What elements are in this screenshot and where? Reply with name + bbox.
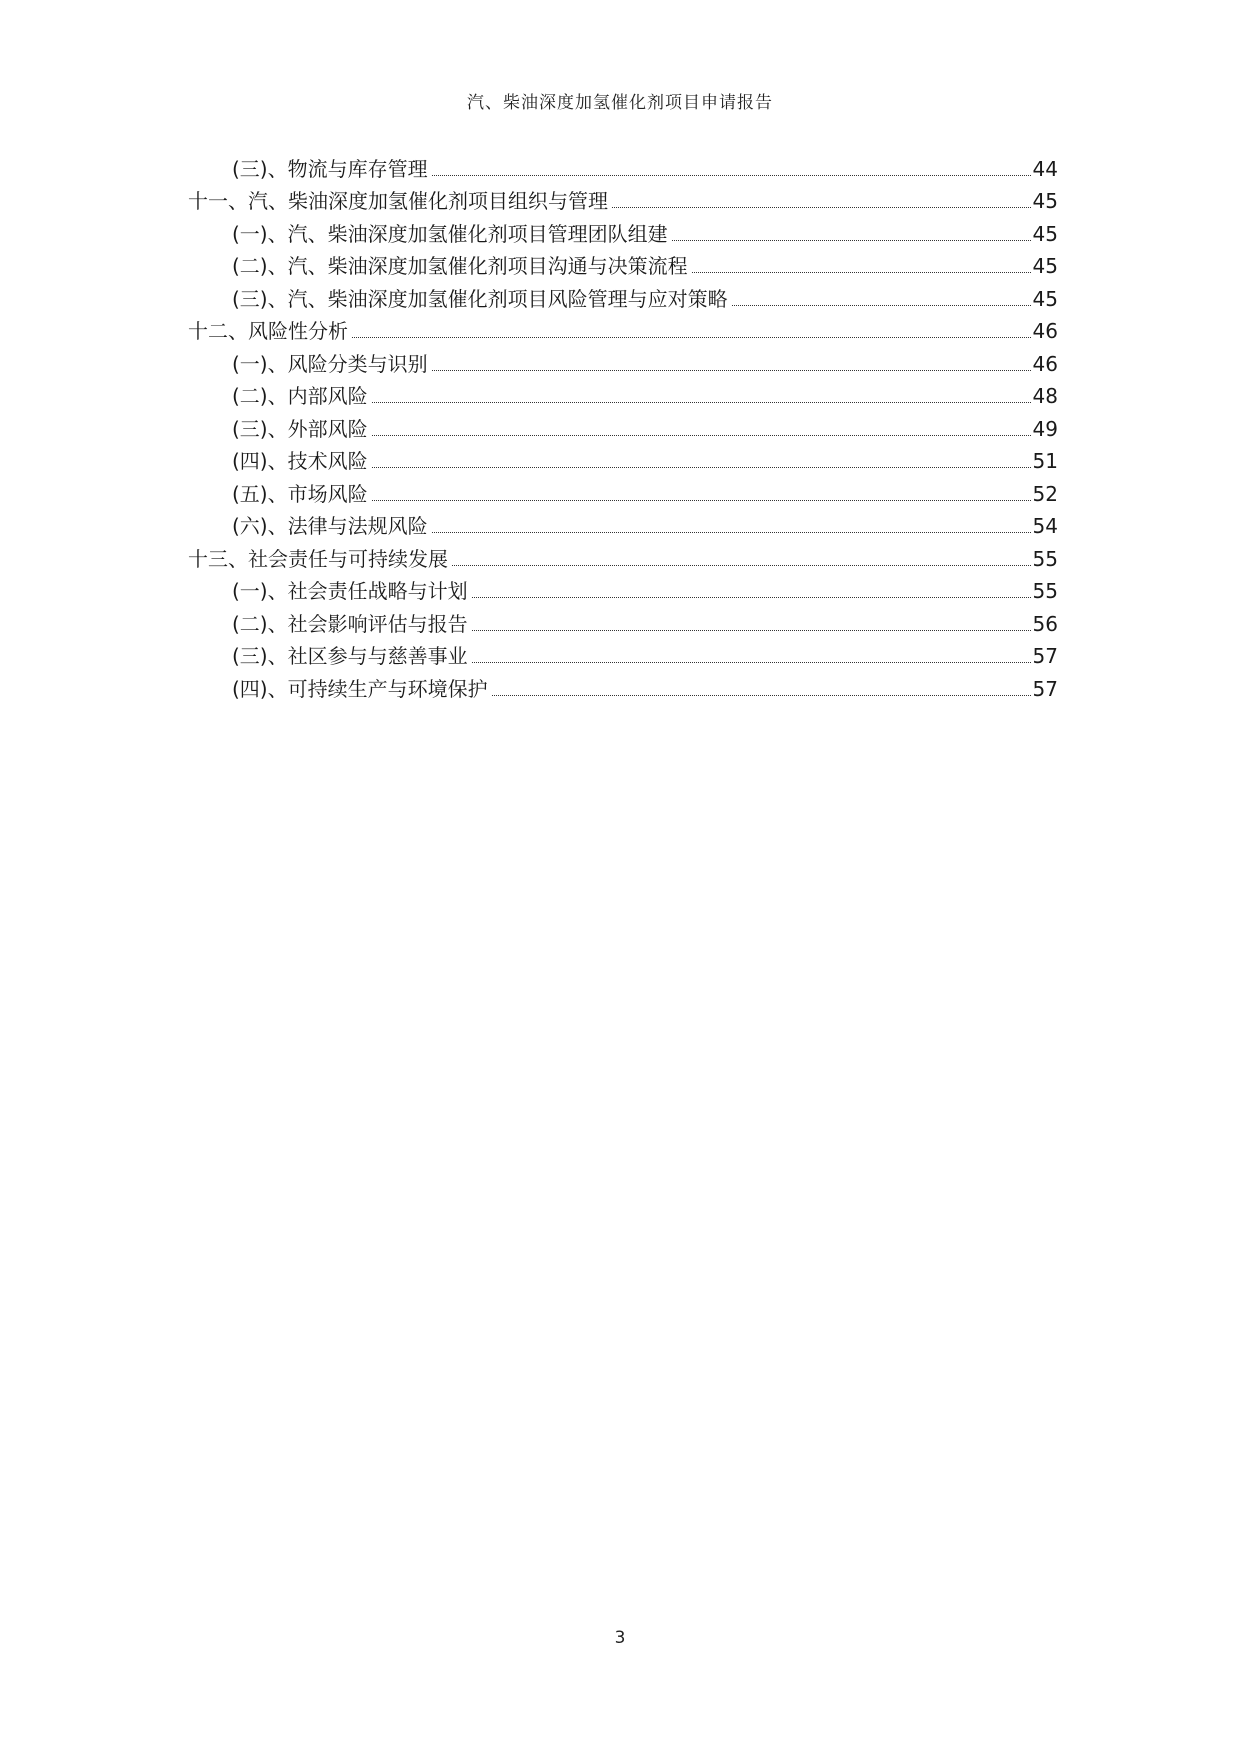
toc-entry-page: 45 [1032,221,1058,246]
toc-entry-page: 45 [1032,286,1058,311]
toc-entry-page: 52 [1032,481,1058,506]
table-of-contents [188,148,1058,701]
toc-entry[interactable] [188,668,1058,701]
toc-entry[interactable] [188,213,1058,246]
toc-entry-title: (二)、汽、柴油深度加氢催化剂项目沟通与决策流程 [232,254,688,278]
toc-entry-title: 十二、风险性分析 [188,319,348,343]
toc-entry-page: 46 [1032,319,1058,343]
toc-entry-title: (三)、社区参与与慈善事业 [232,644,468,668]
toc-entry-title: (一)、汽、柴油深度加氢催化剂项目管理团队组建 [232,221,668,246]
toc-entry-title: (三)、外部风险 [232,416,368,441]
toc-dot-leader [452,565,1031,566]
toc-entry-page: 57 [1032,644,1058,668]
toc-entry-page: 55 [1032,546,1058,571]
toc-entry-page: 48 [1032,384,1058,408]
toc-entry-page: 46 [1032,351,1058,376]
toc-entry-title: 十三、社会责任与可持续发展 [188,546,448,571]
toc-dot-leader [692,272,1031,273]
toc-dot-leader [672,240,1031,241]
toc-entry[interactable] [188,278,1058,311]
toc-entry-page: 49 [1032,416,1058,441]
toc-entry[interactable] [188,181,1058,214]
toc-dot-leader [432,370,1031,371]
toc-entry-title: (一)、社会责任战略与计划 [232,579,468,603]
toc-entry[interactable] [188,408,1058,441]
toc-dot-leader [352,337,1031,338]
toc-entry-title: (四)、可持续生产与环境保护 [232,676,488,701]
toc-dot-leader [732,305,1031,306]
toc-entry[interactable] [188,603,1058,636]
toc-entry-title: 十一、汽、柴油深度加氢催化剂项目组织与管理 [188,189,608,213]
toc-entry-title: (三)、物流与库存管理 [232,156,428,181]
toc-dot-leader [372,500,1031,501]
toc-entry-page: 54 [1032,514,1058,538]
toc-entry-title: (六)、法律与法规风险 [232,514,428,538]
toc-entry[interactable] [188,636,1058,669]
toc-dot-leader [372,435,1031,436]
toc-entry-title: (二)、社会影响评估与报告 [232,611,468,636]
toc-dot-leader [372,402,1031,403]
toc-entry-title: (四)、技术风险 [232,449,368,473]
toc-dot-leader [432,175,1031,176]
toc-entry-page: 57 [1032,676,1058,701]
toc-entry-page: 44 [1032,156,1058,181]
toc-entry[interactable] [188,148,1058,181]
toc-entry[interactable] [188,311,1058,344]
toc-entry[interactable] [188,506,1058,539]
toc-entry-title: (一)、风险分类与识别 [232,351,428,376]
toc-dot-leader [492,695,1031,696]
toc-entry-page: 51 [1032,449,1058,473]
toc-entry-page: 45 [1032,254,1058,278]
toc-entry-title: (三)、汽、柴油深度加氢催化剂项目风险管理与应对策略 [232,286,728,311]
toc-entry[interactable] [188,343,1058,376]
toc-dot-leader [432,532,1031,533]
toc-entry[interactable] [188,473,1058,506]
toc-dot-leader [472,662,1031,663]
toc-entry[interactable] [188,246,1058,279]
toc-entry[interactable] [188,441,1058,474]
toc-entry-page: 55 [1032,579,1058,603]
toc-dot-leader [472,597,1031,598]
toc-entry[interactable] [188,571,1058,604]
toc-entry[interactable] [188,376,1058,409]
toc-entry[interactable] [188,538,1058,571]
toc-entry-page: 56 [1032,611,1058,636]
toc-entry-title: (二)、内部风险 [232,384,368,408]
page-number: 3 [614,1628,626,1648]
toc-entry-title: (五)、市场风险 [232,481,368,506]
toc-entry-page: 45 [1032,189,1058,213]
toc-dot-leader [372,467,1031,468]
toc-dot-leader [612,207,1031,208]
running-header: 汽、柴油深度加氢催化剂项目申请报告 [467,93,773,113]
toc-dot-leader [472,630,1031,631]
